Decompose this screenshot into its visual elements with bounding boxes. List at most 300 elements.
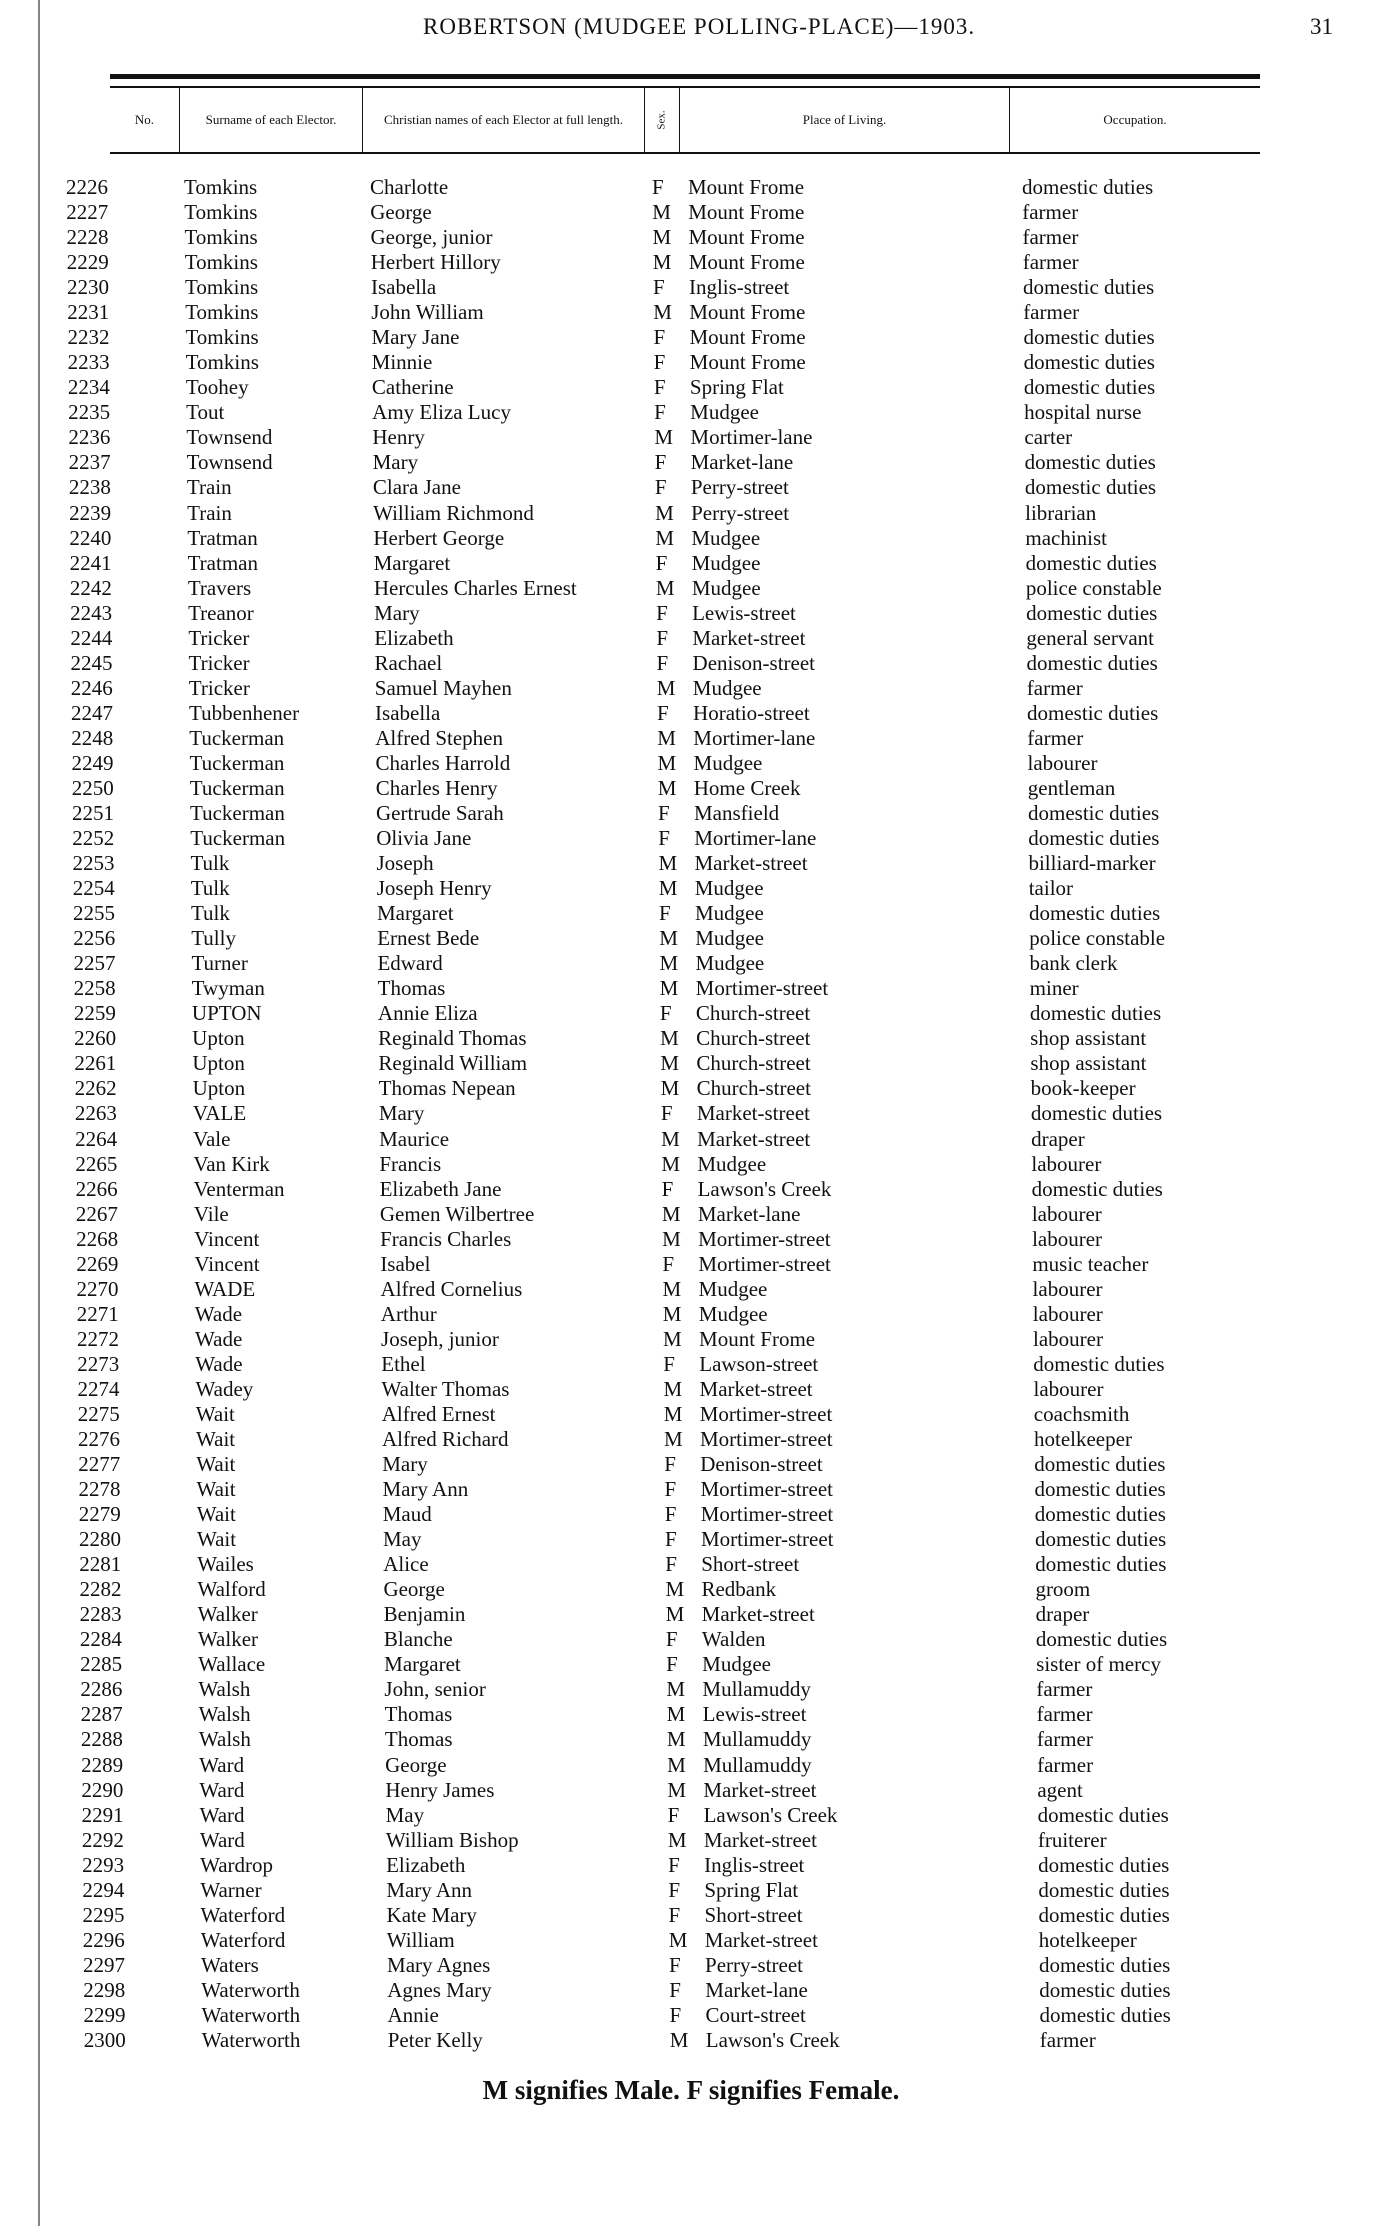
christian-names: William [386, 1927, 455, 1952]
table-row [0, 1352, 1382, 1377]
christian-names: Thomas [377, 976, 446, 1001]
surname: Vincent [194, 1251, 260, 1276]
surname: Tricker [188, 625, 250, 650]
table-row [0, 1001, 1382, 1026]
table-row [0, 1903, 1382, 1928]
place-of-living: Mudgee [702, 1652, 771, 1677]
occupation: domestic duties [1028, 801, 1160, 825]
sex: M [655, 500, 674, 525]
sex: M [652, 250, 672, 275]
occupation: domestic duties [1026, 650, 1158, 675]
place-of-living: Market-lane [705, 1977, 808, 2002]
place-of-living: Inglis-street [688, 275, 790, 300]
entry-number: 2232 [67, 325, 110, 350]
entry-number: 2263 [74, 1101, 117, 1126]
place-of-living: Mortimer-lane [690, 425, 813, 450]
sex: F [664, 1527, 677, 1552]
surname: Wade [194, 1301, 243, 1326]
christian-names: Kate Mary [386, 1902, 477, 1927]
sex: F [662, 1251, 674, 1276]
table-row [0, 1252, 1382, 1277]
place-of-living: Mount Frome [688, 200, 805, 225]
table-row [0, 1527, 1382, 1552]
table-row [0, 1853, 1382, 1878]
table-row [0, 1803, 1382, 1828]
occupation: domestic duties [1030, 1101, 1163, 1126]
christian-names: Francis [379, 1151, 442, 1176]
sex: M [660, 1076, 680, 1101]
surname: Tomkins [184, 225, 258, 250]
christian-names: George [385, 1752, 447, 1777]
sex: M [667, 1827, 687, 1852]
table-row [0, 1177, 1382, 1202]
table-row [0, 1953, 1382, 1978]
entry-number: 2272 [77, 1326, 120, 1351]
surname: Tomkins [184, 250, 258, 275]
surname: Venterman [193, 1176, 285, 1201]
sex: F [656, 625, 668, 650]
surname: Wadey [195, 1376, 254, 1401]
occupation: labourer [1032, 1276, 1103, 1301]
table-row [0, 1227, 1382, 1252]
table-row [0, 551, 1382, 576]
occupation: domestic duties [1038, 1852, 1170, 1877]
occupation: book-keeper [1030, 1076, 1136, 1101]
place-of-living: Market-street [699, 1376, 813, 1401]
entry-number: 2270 [76, 1276, 119, 1301]
table-row [0, 1026, 1382, 1051]
entry-number: 2246 [70, 675, 113, 700]
sex: M [662, 1301, 682, 1326]
entry-number: 2228 [66, 225, 109, 250]
surname: Van Kirk [193, 1151, 270, 1176]
occupation: labourer [1027, 750, 1098, 775]
christian-names: Thomas [384, 1702, 453, 1727]
sex: F [657, 700, 669, 725]
entry-number: 2238 [68, 475, 111, 500]
occupation: music teacher [1032, 1251, 1149, 1276]
place-of-living: Mudgee [691, 575, 761, 600]
table-row [0, 275, 1382, 300]
occupation: domestic duties [1035, 1552, 1167, 1577]
sex: M [667, 1752, 686, 1777]
surname: Wallace [198, 1652, 266, 1677]
place-of-living: Market-street [703, 1827, 817, 1852]
entry-number: 2289 [81, 1752, 124, 1777]
entry-number: 2233 [67, 350, 110, 375]
occupation: bank clerk [1029, 951, 1118, 976]
surname: Waterworth [201, 1977, 300, 2002]
sex: M [655, 575, 675, 600]
entry-number: 2293 [82, 1852, 125, 1877]
table-row [0, 1452, 1382, 1477]
table-row [0, 1702, 1382, 1727]
table-row [0, 1051, 1382, 1076]
entry-number: 2287 [80, 1702, 123, 1727]
surname: Vile [193, 1201, 229, 1226]
place-of-living: Perry-street [705, 1952, 803, 1977]
christian-names: Agnes Mary [387, 1977, 492, 2002]
surname: Wardrop [200, 1852, 274, 1877]
entry-number: 2288 [80, 1727, 123, 1752]
occupation: domestic duties [1023, 325, 1155, 350]
surname: Wailes [197, 1552, 254, 1577]
place-of-living: Mount Frome [689, 350, 806, 375]
christian-names: Catherine [371, 375, 454, 400]
place-of-living: Lawson's Creek [703, 1802, 838, 1827]
entry-number: 2227 [66, 200, 109, 225]
surname: Ward [199, 1802, 245, 1827]
sex: F [665, 1552, 677, 1577]
surname: Waterworth [201, 2027, 301, 2052]
surname: VALE [192, 1101, 247, 1126]
surname: Tomkins [185, 350, 259, 375]
table-row [0, 676, 1382, 701]
christian-names: Alfred Ernest [381, 1401, 496, 1426]
christian-names: Herbert Hillory [370, 250, 501, 275]
table-row [0, 876, 1382, 901]
christian-names: Benjamin [383, 1602, 466, 1627]
place-of-living: Lewis-street [702, 1702, 807, 1727]
table-row [0, 1202, 1382, 1227]
occupation: police constable [1029, 926, 1166, 951]
place-of-living: Mortimer-street [700, 1477, 834, 1502]
christian-names: Elizabeth Jane [379, 1176, 502, 1201]
place-of-living: Mudgee [695, 926, 765, 951]
christian-names: Walter Thomas [381, 1376, 510, 1401]
sex: M [662, 1276, 682, 1301]
table-row [0, 1502, 1382, 1527]
occupation: farmer [1039, 2027, 1096, 2052]
christian-names: Minnie [371, 350, 433, 375]
sex: F [659, 1001, 672, 1026]
surname: Ward [199, 1752, 245, 1777]
occupation: general servant [1026, 625, 1154, 650]
sex: M [661, 1201, 681, 1226]
place-of-living: Home Creek [693, 775, 801, 800]
table-row [0, 501, 1382, 526]
christian-names: Amy Eliza Lucy [372, 400, 511, 425]
place-of-living: Market-street [704, 1927, 818, 1952]
entry-number: 2273 [77, 1351, 120, 1376]
surname: Tomkins [184, 275, 259, 300]
occupation: hospital nurse [1024, 400, 1142, 425]
sex: M [657, 750, 677, 775]
surname: Turner [191, 951, 248, 976]
christian-names: Mary Agnes [387, 1952, 491, 1977]
christian-names: Henry [372, 425, 425, 450]
christian-names: May [385, 1802, 425, 1827]
surname: Travers [187, 575, 252, 600]
table-row [0, 1627, 1382, 1652]
surname: Tratman [187, 525, 258, 550]
occupation: domestic duties [1034, 1502, 1166, 1527]
table-row [0, 1302, 1382, 1327]
occupation: labourer [1033, 1326, 1103, 1351]
surname: Wait [195, 1401, 235, 1426]
entry-number: 2243 [70, 600, 113, 625]
surname: Upton [192, 1076, 246, 1101]
sex: M [668, 1927, 688, 1952]
entry-number: 2251 [72, 801, 114, 825]
surname: Warner [200, 1877, 262, 1902]
surname: Tuckerman [189, 750, 285, 775]
christian-names: Gemen Wilbertree [379, 1201, 535, 1226]
occupation: machinist [1025, 525, 1108, 550]
table-row [0, 751, 1382, 776]
place-of-living: Church-street [695, 1001, 811, 1026]
table-row [0, 1402, 1382, 1427]
place-of-living: Inglis-street [704, 1852, 805, 1877]
surname: Twyman [191, 976, 265, 1001]
occupation: domestic duties [1039, 1977, 1171, 2002]
occupation: domestic duties [1024, 450, 1156, 475]
place-of-living: Mortimer-street [698, 1226, 831, 1251]
place-of-living: Mudgee [691, 550, 761, 575]
surname: Tubbenhener [189, 700, 300, 725]
christian-names: Alfred Cornelius [380, 1276, 523, 1301]
sex: F [655, 550, 668, 575]
table-row [0, 1652, 1382, 1677]
table-row [0, 1076, 1382, 1101]
christian-names: Margaret [376, 901, 454, 926]
entry-number: 2300 [83, 2027, 126, 2052]
occupation: domestic duties [1028, 901, 1161, 926]
surname: WADE [194, 1276, 256, 1301]
place-of-living: Walden [701, 1627, 766, 1652]
surname: Waterworth [201, 2002, 301, 2027]
sex: F [666, 1652, 678, 1677]
table-row [0, 926, 1382, 951]
occupation: domestic duties [1039, 2002, 1171, 2027]
surname: Wait [196, 1452, 236, 1477]
surname: Waterford [200, 1902, 286, 1927]
place-of-living: Mudgee [694, 901, 764, 926]
table-row [0, 1828, 1382, 1853]
occupation: domestic duties [1023, 350, 1155, 375]
entry-number: 2240 [69, 525, 112, 550]
christian-names: Mary Ann [382, 1477, 469, 1502]
table-row [0, 1778, 1382, 1803]
table-row [0, 801, 1382, 826]
surname: Walsh [198, 1727, 251, 1752]
sex: F [664, 1477, 677, 1502]
table-row [0, 1928, 1382, 1953]
christian-names: Margaret [373, 550, 451, 575]
entry-number: 2280 [78, 1527, 121, 1552]
surname: Tulk [190, 876, 230, 901]
entry-number: 2247 [71, 700, 114, 725]
occupation: labourer [1033, 1376, 1104, 1401]
surname: Tully [191, 926, 236, 951]
entry-number: 2261 [74, 1051, 117, 1076]
sex: M [665, 1602, 685, 1627]
surname: Tuckerman [190, 801, 285, 825]
sex: F [668, 1902, 681, 1927]
sex: F [652, 175, 664, 199]
surname: Tuckerman [189, 775, 285, 800]
sex: M [663, 1326, 682, 1351]
occupation: miner [1029, 976, 1079, 1001]
christian-names: George [383, 1577, 445, 1602]
christian-names: Herbert George [373, 525, 505, 550]
entry-number: 2235 [68, 400, 111, 425]
place-of-living: Market-street [694, 851, 808, 876]
place-of-living: Mortimer-lane [694, 826, 817, 851]
place-of-living: Church-street [696, 1076, 811, 1101]
page-number: 31 [1310, 14, 1333, 39]
entry-number: 2267 [75, 1201, 118, 1226]
place-of-living: Lawson-street [699, 1351, 819, 1376]
entry-number: 2276 [78, 1427, 120, 1451]
christian-names: Joseph [376, 851, 434, 876]
place-of-living: Mortimer-street [698, 1251, 831, 1276]
occupation: shop assistant [1030, 1051, 1147, 1076]
sex: M [663, 1401, 683, 1426]
place-of-living: Mortimer-street [695, 976, 829, 1001]
occupation: farmer [1026, 675, 1083, 700]
occupation: coachsmith [1033, 1401, 1130, 1426]
sex: F [669, 1977, 681, 2002]
sex: F [654, 400, 666, 425]
sex: F [653, 350, 666, 375]
table-row [0, 701, 1382, 726]
table-row [0, 1552, 1382, 1577]
entry-number: 2231 [67, 300, 110, 325]
occupation: labourer [1031, 1151, 1102, 1176]
table-row [0, 1878, 1382, 1903]
entry-number: 2230 [66, 275, 109, 300]
table-row [0, 1127, 1382, 1152]
sex: F [663, 1351, 675, 1376]
entry-number: 2286 [80, 1677, 123, 1702]
christian-names: Charles Harrold [375, 750, 511, 775]
entry-number: 2257 [73, 951, 116, 976]
sex: M [656, 675, 676, 700]
table-row [0, 1152, 1382, 1177]
sex: M [658, 876, 678, 901]
table-row [0, 1677, 1382, 1702]
christian-names: Isabella [370, 275, 437, 300]
entry-number: 2279 [78, 1502, 121, 1527]
occupation: farmer [1037, 1752, 1094, 1777]
table-row [0, 1978, 1382, 2003]
occupation: hotelkeeper [1038, 1927, 1137, 1952]
christian-names: Mary [372, 450, 419, 475]
entry-number: 2253 [72, 851, 115, 876]
christian-names: Edward [377, 951, 443, 976]
place-of-living: Mullamuddy [702, 1677, 811, 1702]
surname: Walford [197, 1577, 266, 1602]
sex: F [658, 901, 671, 926]
entry-number: 2256 [73, 926, 116, 951]
christian-names: Gertrude Sarah [376, 801, 504, 825]
entry-number: 2226 [66, 175, 108, 199]
christian-names: Ernest Bede [377, 926, 480, 951]
surname: Tomkins [185, 325, 259, 350]
christian-names: Annie Eliza [377, 1001, 478, 1026]
sex: F [669, 2002, 682, 2027]
entry-number: 2265 [75, 1151, 118, 1176]
entry-number: 2250 [71, 775, 114, 800]
occupation: draper [1035, 1602, 1090, 1627]
place-of-living: Market-lane [697, 1201, 801, 1226]
entry-number: 2242 [69, 575, 112, 600]
sex: M [661, 1126, 680, 1151]
column-header-surname: Surname of each Elector. [180, 88, 363, 152]
christian-names: John, senior [384, 1677, 486, 1702]
table-row [0, 300, 1382, 325]
place-of-living: Redbank [701, 1577, 777, 1602]
entry-number: 2269 [76, 1251, 119, 1276]
sex: F [665, 1627, 678, 1652]
surname: UPTON [191, 1001, 262, 1026]
surname: Wade [195, 1351, 243, 1376]
column-header-sex: Sex. [645, 88, 680, 152]
christian-names: Mary [382, 1452, 428, 1477]
christian-names: William Richmond [373, 500, 534, 525]
place-of-living: Court-street [705, 2002, 806, 2027]
entry-number: 2283 [79, 1602, 122, 1627]
occupation: agent [1037, 1777, 1083, 1802]
christian-names: Alice [383, 1552, 429, 1577]
occupation: domestic duties [1026, 600, 1158, 625]
christian-names: Clara Jane [372, 475, 461, 500]
place-of-living: Mudgee [694, 876, 764, 901]
sex: F [652, 275, 665, 300]
table-row [0, 1101, 1382, 1126]
place-of-living: Mortimer-street [700, 1527, 834, 1552]
sex: M [658, 851, 678, 876]
place-of-living: Mount Frome [689, 325, 806, 350]
occupation: groom [1035, 1577, 1091, 1602]
entry-number: 2284 [79, 1627, 122, 1652]
place-of-living: Market-street [701, 1602, 815, 1627]
place-of-living: Mudgee [697, 1151, 767, 1176]
table-row [0, 375, 1382, 400]
sex: M [652, 225, 672, 250]
table-row [0, 400, 1382, 425]
place-of-living: Perry-street [691, 500, 790, 525]
entry-number: 2296 [82, 1927, 125, 1952]
place-of-living: Denison-street [692, 650, 816, 675]
occupation: domestic duties [1024, 475, 1157, 500]
table-row [0, 2003, 1382, 2028]
christian-names: Elizabeth [374, 625, 454, 650]
surname: Ward [199, 1827, 245, 1852]
sex: M [657, 725, 676, 750]
place-of-living: Short-street [701, 1552, 800, 1577]
surname: Townsend [186, 425, 273, 450]
place-of-living: Mount Frome [688, 175, 805, 199]
sex: M [661, 1151, 681, 1176]
sex-legend: M signifies Male. F signifies Female. [482, 2075, 900, 2105]
sex: F [667, 1802, 680, 1827]
occupation: domestic duties [1034, 1527, 1167, 1552]
sex: F [661, 1176, 674, 1201]
christian-names: William Bishop [385, 1827, 519, 1852]
christian-names: Peter Kelly [387, 2027, 483, 2052]
place-of-living: Mortimer-street [700, 1502, 834, 1527]
table-row [0, 450, 1382, 475]
entry-number: 2282 [79, 1577, 122, 1602]
sex: F [653, 375, 666, 400]
place-of-living: Market-lane [690, 450, 794, 475]
entry-number: 2291 [81, 1802, 124, 1827]
occupation: domestic duties [1038, 1877, 1170, 1902]
entry-number: 2236 [68, 425, 111, 450]
occupation: farmer [1027, 725, 1084, 750]
